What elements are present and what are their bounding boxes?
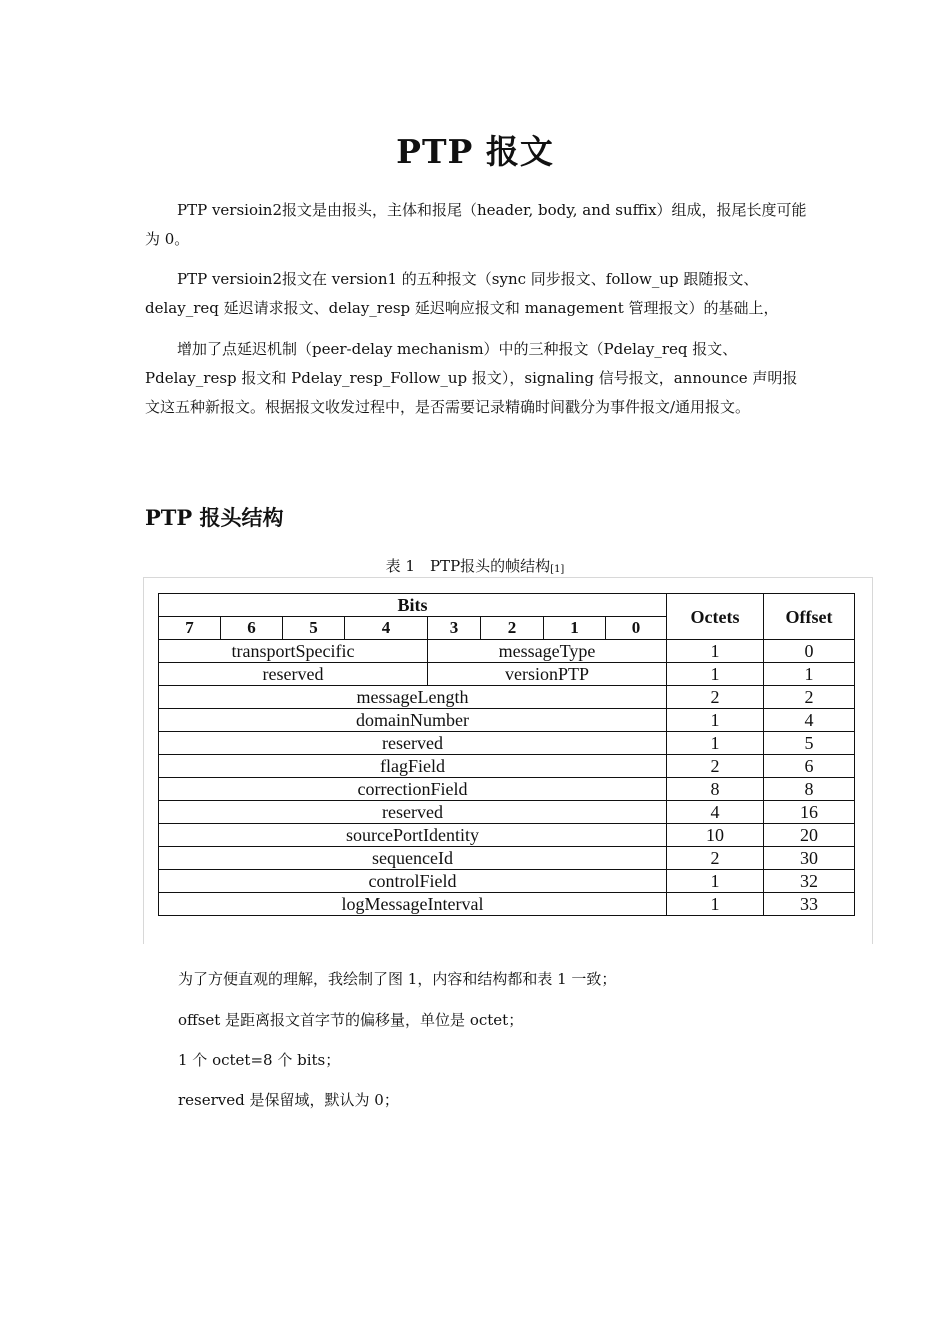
- new-messages-paragraph: 增加了点延迟机制（peer-delay mechanism）中的三种报文（Pdelay_req 报文、Pdelay_resp 报文和 Pdelay_resp_Follow_up 报文），signaling 信号报文，announce 声明报文这五种新报文。根据报文收发过程中，是否需要记录精确时间戳分为事件报文/通用报文。: [145, 340, 798, 416]
- offset-value: 20: [764, 824, 855, 847]
- field-name: reserved: [159, 801, 667, 824]
- note-line: 1 个 octet=8 个 bits；: [178, 1051, 341, 1069]
- offset-value: 4: [764, 709, 855, 732]
- octets-value: 8: [667, 778, 764, 801]
- table-row: [159, 847, 855, 870]
- table-row: [159, 755, 855, 778]
- bit-number: 4: [345, 617, 428, 640]
- octets-value: 1: [667, 870, 764, 893]
- bits-header: Bits: [159, 594, 667, 617]
- note-line: reserved 是保留域，默认为 0；: [178, 1091, 399, 1109]
- octets-value: 1: [667, 893, 764, 916]
- table-caption: 表 1 PTP报头的帧结构$_{[1]}$: [385, 557, 565, 575]
- field-name: messageLength: [159, 686, 667, 709]
- field-name: controlField: [159, 870, 667, 893]
- table-row: [159, 870, 855, 893]
- offset-value: 5: [764, 732, 855, 755]
- table-row: [159, 801, 855, 824]
- bit-number: 2: [481, 617, 544, 640]
- table-header-row: [159, 594, 855, 617]
- table-row: [159, 640, 855, 663]
- offset-value: 0: [764, 640, 855, 663]
- offset-value: 2: [764, 686, 855, 709]
- table-row: [159, 663, 855, 686]
- field-name: correctionField: [159, 778, 667, 801]
- bit-number: 3: [428, 617, 481, 640]
- offset-value: 30: [764, 847, 855, 870]
- octets-value: 2: [667, 755, 764, 778]
- field-name: domainNumber: [159, 709, 667, 732]
- table-row: [159, 686, 855, 709]
- field-name: reserved: [159, 663, 428, 686]
- note-line: offset 是距离报文首字节的偏移量，单位是 octet；: [178, 1011, 524, 1029]
- table-row: [159, 732, 855, 755]
- octets-value: 1: [667, 709, 764, 732]
- bit-number: 0: [606, 617, 667, 640]
- offset-value: 8: [764, 778, 855, 801]
- octets-value: 10: [667, 824, 764, 847]
- bit-number: 1: [544, 617, 606, 640]
- field-name: sourcePortIdentity: [159, 824, 667, 847]
- offset-value: 32: [764, 870, 855, 893]
- field-name: reserved: [159, 732, 667, 755]
- note-line: 为了方便直观的理解，我绘制了图 1，内容和结构都和表 1 一致；: [178, 970, 617, 988]
- field-name: logMessageInterval: [159, 893, 667, 916]
- field-name: messageType: [428, 640, 667, 663]
- intro-paragraph: PTP versioin2报文是由报头，主体和报尾（header, body, and suffix）组成，报尾长度可能为 0。: [145, 201, 807, 248]
- field-name: versionPTP: [428, 663, 667, 686]
- offset-value: 1: [764, 663, 855, 686]
- citation-ref: [1]: [550, 564, 565, 575]
- octets-value: 4: [667, 801, 764, 824]
- octets-value: 2: [667, 686, 764, 709]
- offset-value: 33: [764, 893, 855, 916]
- offset-header: Offset: [764, 594, 855, 640]
- table-row: [159, 893, 855, 916]
- octets-header: Octets: [667, 594, 764, 640]
- offset-value: 6: [764, 755, 855, 778]
- field-name: sequenceId: [159, 847, 667, 870]
- bit-number: 7: [159, 617, 221, 640]
- octets-value: 2: [667, 847, 764, 870]
- octets-value: 1: [667, 732, 764, 755]
- table-row: [159, 709, 855, 732]
- page-title: PTP 报文: [396, 132, 554, 171]
- field-name: flagField: [159, 755, 667, 778]
- octets-value: 1: [667, 663, 764, 686]
- octets-value: 1: [667, 640, 764, 663]
- bit-number: 5: [283, 617, 345, 640]
- bit-number: 6: [221, 617, 283, 640]
- offset-value: 16: [764, 801, 855, 824]
- table-row: [159, 778, 855, 801]
- ptp-header-table: [158, 593, 855, 916]
- field-name: transportSpecific: [159, 640, 428, 663]
- section-title: PTP 报头结构: [145, 505, 284, 530]
- table-row: [159, 824, 855, 847]
- version1-paragraph: PTP versioin2报文在 version1 的五种报文（sync 同步报文、follow_up 跟随报文、delay_req 延迟请求报文、delay_resp 延迟响应报文和 management 管理报文）的基础上，: [145, 270, 779, 317]
